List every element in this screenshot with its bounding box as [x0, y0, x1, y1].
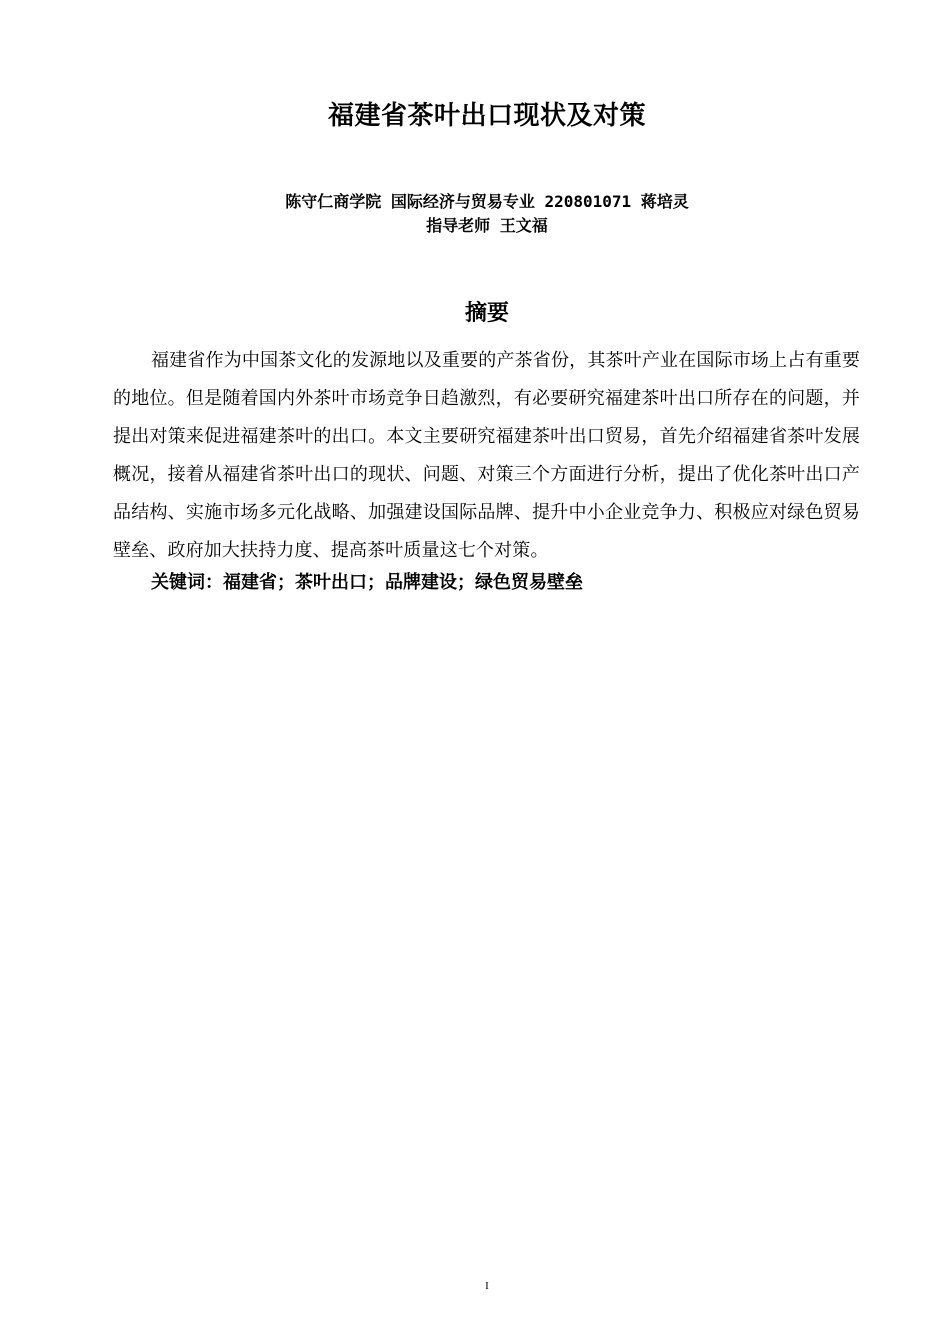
keywords-line: 关键词：福建省；茶叶出口；品牌建设；绿色贸易壁垒: [151, 572, 583, 593]
advisor-line: 指导老师 王文福: [426, 216, 548, 235]
paper-title: 福建省茶叶出口现状及对策: [327, 101, 646, 131]
page-number: I: [485, 1280, 489, 1292]
abstract-body: 福建省作为中国茶文化的发源地以及重要的产茶省份，其茶叶产业在国际市场上占有重要的地位。但是随着国内外茶叶市场竞争日趋激烈，有必要研究福建茶叶出口所存在的问题，并提出对策来促进福建茶叶的出口。本文主要研究福建茶叶出口贸易，首先介绍福建省茶叶发展概况，接着从福建省茶叶出口的现状、问题、对策三个方面进行分析，提出了优化茶叶出口产品结构、实施市场多元化战略、加强建设国际品牌、提升中小企业竞争力、积极应对绿色贸易壁垒、政府加大扶持力度、提高茶叶质量这七个对策。: [113, 350, 860, 561]
author-line: 陈守仁商学院 国际经济与贸易专业 220801071 蒋培灵: [285, 192, 689, 211]
abstract-heading: 摘要: [464, 301, 509, 326]
